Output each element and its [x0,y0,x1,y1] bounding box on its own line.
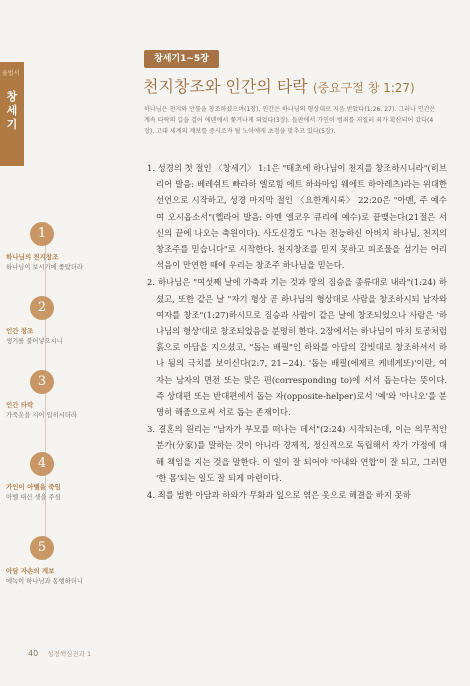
book-char: 기 [6,118,18,131]
outline-number: 5 [30,536,54,560]
section-category: 율법서 [2,70,20,77]
paragraph: 3. 결혼의 원리는 "남자가 부모를 떠나는 데서"(2:24) 시작되는데, 이는 의무적인 분가(分家)를 말하는 것이 아니라 경제적, 정신적으로 독립해서 자기 가정에 대해 책임을 지는 것을 말한다. 이 일이 잘 되어야 '아내와 연합'이 잘 되고, 그러면 '한 몸'되는 일도 잘 되게 마련이다. [147,424,447,483]
outline-subtitle: 하나님이 보시기에 좋았더라 [6,264,83,271]
outline-title: 하나님의 천지창조 [6,253,59,261]
body-text [147,160,447,504]
outline-number: 4 [30,452,54,476]
outline-number: 3 [30,370,54,394]
outline-title: 인간 타락 [6,401,34,409]
book-title: 성경핵심전과 1 [47,650,92,658]
memory-verse: (중요구절 창 1:27) [312,81,415,95]
title-text: 천지창조와 인간의 타락 [143,77,308,96]
page-number: 40 [28,649,39,658]
outline-title: 인간 창조 [6,327,34,335]
outline-title: 아담 자손의 계보 [6,567,55,575]
book-char: 창 [6,90,18,103]
outline-subtitle: 에녹이 하나님과 동행하더니 [6,578,83,585]
outline-subtitle: 가죽옷을 지어 입히시더라 [6,412,77,419]
section-edge-tab [0,62,24,166]
chapter-badge: 창세기1~5장 [144,50,219,68]
book-name-vertical [4,90,20,132]
paragraph: 2. 하나님은 "여섯째 날에 가축과 기는 것과 땅의 짐승을 종류대로 내라"(1:24) 하셨고, 또한 같은 날 "자기 형상 곧 하나님의 형상대로 사람을 창조하시되 남자와 여자를 창조"(1:27)하시므로 짐승과 사람이 같은 날에 창조되었으나 사람은 '하나님의 형상'대로 창조되었음을 분명히 한다. 2장에서는 하나님이 마치 토공처럼 흙으로 아담을 지으셨고, "돕는 배필"인 하와를 아담의 갈빗대로 창조하셔서 하나 됨의 극치를 보이신다(2:7, 21~24). '돕는 배필(에제르 케네게또)'이란, 여자는 남자의 면전 또는 맞은 편(corresponding to)에 서서 돕는다는 뜻이다. 즉 상대편 또는 반대편에서 돕는 자(opposite-helper)로서 '예'와 '아니오'를 분명히 해줌으로써 서로 돕는 존재이다. [147,277,447,418]
outline-number: 2 [30,296,54,320]
outline-line [45,230,46,560]
outline-number: 1 [30,222,54,246]
outline-subtitle: 아벨 대신 셋을 주심 [6,494,61,501]
outline-subtitle: 생기를 불어넣으시니 [6,338,63,345]
paragraph: 1. 성경의 첫 절인 〈창세기〉 1:1은 "태초에 하나님이 천지를 창조하시니라"(히브리어 발음: 베레쉬트 빠라하 엘로힘 에트 하솨마임 웨에트 하아레츠)라는 위대한 선언으로 시작하고, 성경 마지막 절인 〈요한계시록〉 22:20은 "아멘, 주 예수여 오시옵소서"(헬라어 발음: 아멘 엘코우 큐리에 예수)로 끝맺는다(21절은 서신의 끝에 나오는 축원이다). 사도신경도 "나는 전능하신 아버지 하나님, 천지의 창조주를 믿습니다"로 시작한다. 천지창조를 믿지 못하고 피조물을 섬기는 어리석음이 만연한 때에 우리는 창조주 하나님을 믿는다. [147,163,447,271]
book-char: 세 [6,104,18,117]
outline-title: 가인이 아벨을 죽임 [6,483,61,491]
paragraph: 4. 죄를 범한 아담과 하와가 무화과 잎으로 엮은 옷으로 해결을 하지 못하 [147,490,411,501]
page-footer [28,641,91,660]
chapter-intro: 하나님은 천지와 만물을 창조하셨으며(1장), 인간은 하나님의 형상대로 지음 받았다(1:26, 27). 그러나 인간은 계속 타락의 길을 걸어 에덴에서 쫓겨나게 되었다(3장). 들판에서 가인이 범죄를 저질러 죄가 확산되어 갔다(4장). 고대 세계의 계보를 중시조가 될 노아에게 초점을 맞추고 있다(5장). [144,106,436,135]
page-title [143,74,415,97]
